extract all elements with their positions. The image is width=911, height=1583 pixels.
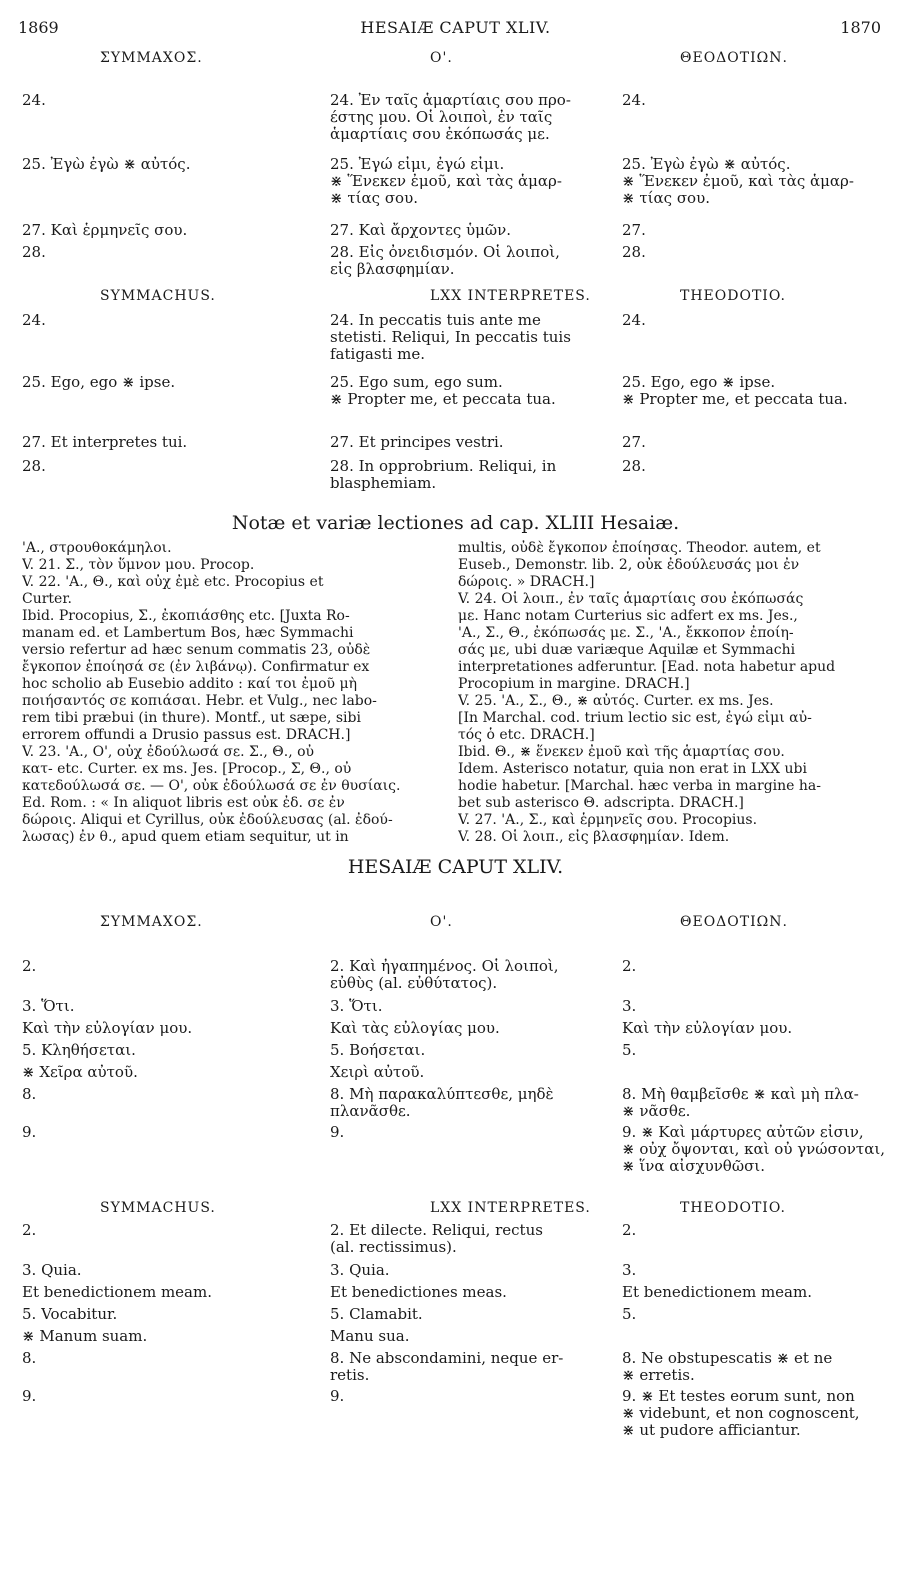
note-line: hoc scholio ab Eusebio addito : καί τοι ἐμοῦ μὴ (22, 676, 357, 692)
verse-line: 28. Εἰς ὀνειδισμόν. Οἱ λοιποὶ, (330, 243, 560, 261)
verse-line: 8. Ne abscondamini, neque er- (330, 1349, 564, 1367)
verse-line: πλανᾶσθε. (330, 1102, 411, 1120)
verse-line: 3. Ὅτι. (22, 997, 75, 1015)
verse-cell-c1 (22, 374, 312, 391)
verse-cell-c3 (622, 1042, 892, 1059)
verse-line: 27. Et interpretes tui. (22, 433, 188, 451)
verse-line: 5. Clamabit. (330, 1305, 423, 1323)
note-line: με. Hanc notam Curterius sic adfert ex ms. Jes., (458, 608, 798, 624)
note-line: τός ὁ etc. DRACH.] (458, 727, 595, 743)
note-line: 'Α., Σ., Θ., ἐκόπωσάς με. Σ., 'Α., ἔκκοπον ἐποίη- (458, 625, 794, 641)
verse-cell-c3 (622, 1020, 892, 1037)
verse-cell-c2 (330, 998, 596, 1015)
verse-line: 2. (22, 1221, 37, 1239)
verse-line: 28. (22, 457, 46, 475)
note-line: Curter. (22, 591, 72, 607)
verse-line: 24. (22, 311, 46, 329)
note-line: κατεδούλωσά σε. — Ο', οὐκ ἐδούλωσά σε ἐν θυσίαις. (22, 778, 401, 794)
verse-cell-c3 (622, 92, 892, 109)
verse-line: 3. Ὅτι. (330, 997, 383, 1015)
verse-cell-c1 (22, 1350, 312, 1367)
verse-line: Καὶ τὴν εὐλογίαν μου. (622, 1019, 793, 1037)
verse-line: 28. (622, 457, 646, 475)
verse-line: 8. Μὴ παρακαλύπτεσθε, μηδὲ (330, 1085, 554, 1103)
note-line: hodie habetur. [Marchal. hæc verba in margine ha- (458, 778, 822, 794)
verse-line: 25. Ἐγὼ ἐγὼ ⋇ αὐτός. (622, 155, 791, 173)
note-line: Procopium in margine. DRACH.] (458, 676, 690, 692)
verse-line: ⋇ τίας σου. (622, 189, 710, 207)
verse-line: 24. In peccatis tuis ante me (330, 311, 541, 329)
verse-line: blasphemiam. (330, 474, 437, 492)
verse-cell-c1 (22, 1020, 312, 1037)
verse-cell-c3 (622, 156, 892, 207)
verse-line: 9. ⋇ Καὶ μάρτυρες αὐτῶν εἰσιν, (622, 1123, 864, 1141)
verse-cell-c1 (22, 1262, 312, 1279)
column-heading: THEODOTIO. (680, 1200, 786, 1216)
verse-line: (al. rectissimus). (330, 1238, 457, 1256)
verse-line: 25. Ἐγὼ ἐγὼ ⋇ αὐτός. (22, 155, 191, 173)
column-heading: LXX INTERPRETES. (430, 288, 591, 304)
verse-line: 3. Quia. (330, 1261, 390, 1279)
verse-cell-c2 (330, 1124, 596, 1141)
note-line: ποιήσαντός σε κοπιάσαι. Hebr. et Vulg., nec labo- (22, 693, 377, 709)
verse-line: 27. Καὶ ἑρμηνεῖς σου. (22, 221, 188, 239)
column-heading: SYMMACHUS. (100, 288, 216, 304)
verse-line: Καὶ τὴν εὐλογίαν μου. (22, 1019, 193, 1037)
note-line: Ibid. Procopius, Σ., ἐκοπιάσθης etc. [Juxta Ro- (22, 608, 350, 624)
verse-cell-c3 (622, 458, 892, 475)
verse-cell-c3 (622, 1086, 892, 1120)
verse-line: 9. ⋇ Et testes eorum sunt, non (622, 1387, 855, 1405)
note-line: V. 24. Οἱ λοιπ., ἐν ταῖς ἁμαρτίαις σου ἐκόπωσάς (458, 591, 804, 607)
page-header (0, 18, 911, 42)
note-line: V. 27. 'Α., Σ., καὶ ἑρμηνεῖς σου. Procopius. (458, 812, 758, 828)
note-line: Euseb., Demonstr. lib. 2, οὐκ ἐδούλευσάς μοι ἐν (458, 557, 800, 573)
note-line: ἔγκοπον ἐποίησά σε (ἐν λιβάνῳ). Confirmatur ex (22, 659, 370, 675)
verse-line: ⋇ erretis. (622, 1366, 695, 1384)
note-line: V. 21. Σ., τὸν ὕμνον μου. Procop. (22, 557, 255, 573)
note-line: σάς με, ubi duæ variæque Aquilæ et Symmachi (458, 642, 796, 658)
verse-line: εἰς βλασφημίαν. (330, 260, 455, 278)
verse-cell-c1 (22, 1086, 312, 1103)
verse-cell-c2 (330, 156, 596, 207)
verse-line: Et benedictionem meam. (622, 1283, 812, 1301)
note-line: rem tibi præbui (in thure). Montf., ut sæpe, sibi (22, 710, 361, 726)
column-heading: Ο'. (430, 50, 453, 66)
verse-line: 2. (22, 957, 37, 975)
verse-line: 27. (622, 433, 646, 451)
verse-cell-c1 (22, 434, 312, 451)
verse-cell-c3 (622, 434, 892, 451)
verse-line: 24. Ἐν ταῖς ἁμαρτίαις σου προ- (330, 91, 571, 109)
verse-cell-c2 (330, 1284, 596, 1301)
verse-line: ⋇ τίας σου. (330, 189, 418, 207)
verse-cell-c1 (22, 1284, 312, 1301)
verse-cell-c3 (622, 222, 892, 239)
page-number-right: 1870 (840, 18, 881, 37)
verse-cell-c3 (622, 998, 892, 1015)
verse-line: 8. Μὴ θαμβεῖσθε ⋇ καὶ μὴ πλα- (622, 1085, 859, 1103)
verse-cell-c1 (22, 1064, 312, 1081)
verse-cell-c2 (330, 1222, 596, 1256)
note-line: Idem. Asterisco notatur, quia non erat in LXX ubi (458, 761, 807, 777)
verse-line: ⋇ ἵνα αἰσχυνθῶσι. (622, 1157, 765, 1175)
verse-cell-c3 (622, 1124, 892, 1175)
verse-cell-c2 (330, 1388, 596, 1405)
verse-line: fatigasti me. (330, 345, 426, 363)
verse-line: 2. Et dilecte. Reliqui, rectus (330, 1221, 543, 1239)
notes-title: Notæ et variæ lectiones ad cap. XLIII Hesaiæ. (231, 512, 680, 534)
note-line: Ibid. Θ., ⋇ ἕνεκεν ἐμοῦ καὶ τῆς ἁμαρτίας σου. (458, 744, 785, 760)
running-title: HESAIÆ CAPUT XLIV. (360, 18, 551, 37)
verse-line: retis. (330, 1366, 370, 1384)
column-heading: ΣΥΜΜΑΧΟΣ. (100, 50, 203, 66)
verse-line: ⋇ οὐχ ὄψονται, καὶ οὐ γνώσονται, (622, 1140, 885, 1158)
verse-line: 9. (22, 1123, 37, 1141)
verse-cell-c2 (330, 374, 596, 408)
verse-line: 9. (330, 1123, 345, 1141)
verse-line: 27. Καὶ ἄρχοντες ὑμῶν. (330, 221, 512, 239)
verse-line: 25. Ego, ego ⋇ ipse. (622, 373, 776, 391)
verse-line: 24. (622, 311, 646, 329)
verse-line: Manu sua. (330, 1327, 410, 1345)
verse-line: 28. (622, 243, 646, 261)
verse-line: ⋇ Ἕνεκεν ἐμοῦ, καὶ τὰς ἁμαρ- (622, 172, 854, 190)
verse-cell-c1 (22, 312, 312, 329)
note-line: errorem offundi a Drusio passus est. DRACH.] (22, 727, 351, 743)
verse-line: έστης μου. Οἱ λοιποὶ, ἐν ταῖς (330, 108, 553, 126)
verse-cell-c2 (330, 1042, 596, 1059)
verse-line: ⋇ Ἕνεκεν ἐμοῦ, καὶ τὰς ἁμαρ- (330, 172, 562, 190)
verse-cell-c1 (22, 1306, 312, 1323)
verse-line: ⋇ ut pudore afficiantur. (622, 1421, 801, 1439)
verse-cell-c1 (22, 1222, 312, 1239)
verse-line: 9. (330, 1387, 345, 1405)
verse-line: 9. (22, 1387, 37, 1405)
verse-cell-c3 (622, 374, 892, 408)
column-heading: LXX INTERPRETES. (430, 1200, 591, 1216)
verse-cell-c1 (22, 1328, 312, 1345)
verse-line: 2. Καὶ ἠγαπημένος. Οἱ λοιποὶ, (330, 957, 559, 975)
verse-line: 25. Ego sum, ego sum. (330, 373, 503, 391)
note-line: V. 28. Οἱ λοιπ., εἰς βλασφημίαν. Idem. (458, 829, 730, 845)
page-number-left: 1869 (18, 18, 59, 37)
column-heading: ΘΕΟΔΟΤΙΩΝ. (680, 50, 788, 66)
verse-cell-c1 (22, 244, 312, 261)
note-line: [In Marchal. cod. trium lectio sic est, ἐγώ εἰμι αὐ- (458, 710, 812, 726)
note-line: interpretationes adferuntur. [Ead. nota habetur apud (458, 659, 836, 675)
note-line: versio refertur ad hæc senum commatis 23, οὐδὲ (22, 642, 371, 658)
verse-line: Καὶ τὰς εὐλογίας μου. (330, 1019, 500, 1037)
verse-line: Et benedictiones meas. (330, 1283, 507, 1301)
verse-cell-c2 (330, 312, 596, 363)
verse-line: ⋇ Propter me, et peccata tua. (622, 390, 848, 408)
verse-cell-c2 (330, 434, 596, 451)
verse-cell-c1 (22, 156, 312, 173)
verse-line: 25. Ἐγώ εἰμι, ἐγώ εἰμι. (330, 155, 505, 173)
verse-line: stetisti. Reliqui, In peccatis tuis (330, 328, 571, 346)
note-line: δώροις. Aliqui et Cyrillus, οὐκ ἐδούλευσας (al. ἐδού- (22, 812, 393, 828)
note-line: multis, οὐδὲ ἔγκοπον ἐποίησας. Theodor. autem, et (458, 540, 821, 556)
notes-right-column (458, 540, 888, 846)
verse-line: 28. (22, 243, 46, 261)
verse-line: ⋇ Propter me, et peccata tua. (330, 390, 556, 408)
verse-line: 27. Et principes vestri. (330, 433, 504, 451)
verse-cell-c3 (622, 958, 892, 975)
verse-cell-c1 (22, 1124, 312, 1141)
column-heading: THEODOTIO. (680, 288, 786, 304)
verse-line: 24. (22, 91, 46, 109)
verse-line: 8. (22, 1349, 37, 1367)
verse-line: 8. Ne obstupescatis ⋇ et ne (622, 1349, 833, 1367)
verse-line: 2. (622, 1221, 637, 1239)
verse-line: 28. In opprobrium. Reliqui, in (330, 457, 557, 475)
verse-cell-c3 (622, 1306, 892, 1323)
verse-line: 8. (22, 1085, 37, 1103)
verse-cell-c2 (330, 222, 596, 239)
verse-cell-c3 (622, 244, 892, 261)
note-line: V. 23. 'Α., Ο', οὐχ ἐδούλωσά σε. Σ., Θ., οὐ (22, 744, 315, 760)
verse-cell-c1 (22, 1388, 312, 1405)
note-line: V. 25. 'Α., Σ., Θ., ⋇ αὐτός. Curter. ex ms. Jes. (458, 693, 774, 709)
verse-cell-c1 (22, 92, 312, 109)
verse-cell-c1 (22, 958, 312, 975)
verse-cell-c3 (622, 1222, 892, 1239)
notes-left-column (22, 540, 442, 846)
verse-cell-c3 (622, 1284, 892, 1301)
verse-cell-c1 (22, 222, 312, 239)
verse-line: 3. (622, 997, 637, 1015)
verse-cell-c1 (22, 458, 312, 475)
verse-line: ⋇ Χεῖρα αὐτοῦ. (22, 1063, 138, 1081)
verse-cell-c3 (622, 312, 892, 329)
note-line: κατ- etc. Curter. ex ms. Jes. [Procop., Σ, Θ., οὐ (22, 761, 352, 777)
verse-cell-c2 (330, 1306, 596, 1323)
note-line: δώροις. » DRACH.] (458, 574, 595, 590)
column-heading: ΣΥΜΜΑΧΟΣ. (100, 914, 203, 930)
verse-line: 27. (622, 221, 646, 239)
verse-cell-c3 (622, 1350, 892, 1384)
column-heading: SYMMACHUS. (100, 1200, 216, 1216)
verse-cell-c1 (22, 998, 312, 1015)
note-line: V. 22. 'Α., Θ., καὶ οὐχ ἐμὲ etc. Procopius et (22, 574, 324, 590)
verse-cell-c1 (22, 1042, 312, 1059)
verse-cell-c2 (330, 958, 596, 992)
verse-cell-c2 (330, 1350, 596, 1384)
verse-line: 5. Βοήσεται. (330, 1041, 426, 1059)
note-line: 'Α., στρουθοκάμηλοι. (22, 540, 172, 556)
verse-cell-c3 (622, 1262, 892, 1279)
note-line: λωσας) ἐν θ., apud quem etiam sequitur, ut in (22, 829, 349, 845)
verse-line: 5. (622, 1305, 637, 1323)
verse-line: 2. (622, 957, 637, 975)
verse-line: Et benedictionem meam. (22, 1283, 212, 1301)
verse-line: 5. (622, 1041, 637, 1059)
verse-line: εὐθὺς (al. εὐθύτατος). (330, 974, 498, 992)
verse-cell-c2 (330, 1262, 596, 1279)
verse-line: 3. (622, 1261, 637, 1279)
verse-cell-c2 (330, 458, 596, 492)
verse-cell-c2 (330, 244, 596, 278)
chapter-title: HESAIÆ CAPUT XLIV. (347, 856, 564, 878)
verse-line: 5. Vocabitur. (22, 1305, 118, 1323)
verse-line: 24. (622, 91, 646, 109)
note-line: bet sub asterisco Θ. adscripta. DRACH.] (458, 795, 744, 811)
verse-cell-c2 (330, 1328, 596, 1345)
verse-line: 25. Ego, ego ⋇ ipse. (22, 373, 176, 391)
verse-line: 3. Quia. (22, 1261, 82, 1279)
verse-cell-c3 (622, 1388, 892, 1439)
verse-line: ἁμαρτίαις σου ἐκόπωσάς με. (330, 125, 550, 143)
verse-cell-c2 (330, 1064, 596, 1081)
verse-cell-c2 (330, 1086, 596, 1120)
verse-line: 5. Κληθήσεται. (22, 1041, 136, 1059)
verse-line: ⋇ Manum suam. (22, 1327, 148, 1345)
verse-cell-c2 (330, 92, 596, 143)
verse-line: ⋇ videbunt, et non cognoscent, (622, 1404, 860, 1422)
note-line: manam ed. et Lambertum Bos, hæc Symmachi (22, 625, 354, 641)
column-heading: ΘΕΟΔΟΤΙΩΝ. (680, 914, 788, 930)
note-line: Ed. Rom. : « In aliquot libris est οὐκ ἐδ. σε ἐν (22, 795, 345, 811)
verse-line: Χειρὶ αὐτοῦ. (330, 1063, 425, 1081)
verse-line: ⋇ νᾶσθε. (622, 1102, 691, 1120)
verse-cell-c2 (330, 1020, 596, 1037)
column-heading: Ο'. (430, 914, 453, 930)
